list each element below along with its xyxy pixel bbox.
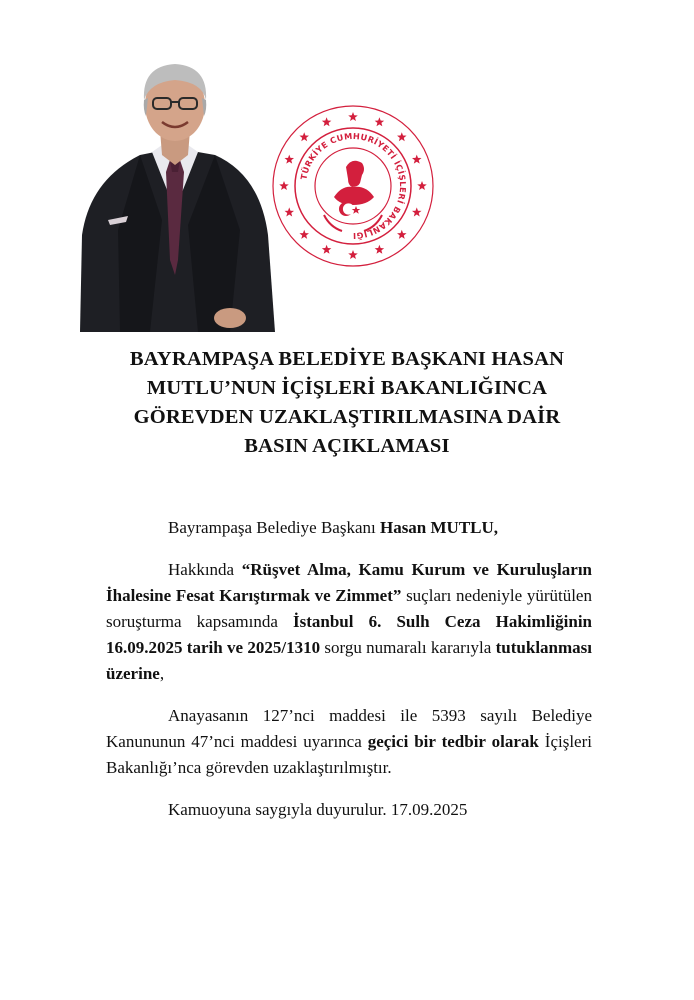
bold-span: geçici bir tedbir olarak [367,732,539,751]
emblem-star-icon [322,245,332,254]
text-span: Anayasanın 127’nci maddesi ile 5393 sayılı Belediye Kanununun 47’nci maddesi uyarınca [106,706,592,751]
ministry-emblem-logo [272,105,434,267]
emblem-star-icon [299,230,309,239]
text-span: İçişleri Bakanlığı’nca görevden uzaklaştırılmıştır. [106,732,592,777]
paragraph-suspension [106,703,592,781]
bold-span: İstanbul 6. Sulh Ceza Hakimliğinin 16.09.2025 tarih ve 2025/1310 [106,612,592,657]
press-release-title [70,345,624,461]
text-span: suçları nedeniyle yürütülen soruşturma kapsamında [106,586,592,631]
mayor-portrait-photo [80,60,275,332]
emblem-star-icon [348,112,358,121]
title-line-2: MUTLU’NUN İÇİŞLERİ BAKANLIĞINCA [146,377,548,399]
text-span: , [159,664,165,683]
text-span: Kamuoyuna saygıyla duyurulur. 17.09.2025 [168,800,468,819]
emblem-star-icon [279,181,289,190]
emblem-star-icon [397,230,407,239]
bold-span: Hasan MUTLU, [379,518,499,537]
bold-span: “Rüşvet Alma, Kamu Kurum ve Kuruluşların İhalesine Fesat Karıştırmak ve Zimmet” [106,560,592,605]
bold-span: tutuklanması üzerine [106,638,593,683]
emblem-star-icon [412,155,422,164]
paragraph-addressee [106,515,592,541]
press-release-body [106,515,592,839]
emblem-star-icon [322,117,332,126]
emblem-star-icon [348,250,358,259]
paragraph-announcement [106,797,592,823]
paragraph-arrest [106,557,592,687]
emblem-star-icon [375,117,385,126]
emblem-star-icon [299,132,309,141]
title-line-3: GÖREVDEN UZAKLAŞTIRILMASINA DAİR [133,406,561,428]
title-line-4: BASIN AÇIKLAMASI [244,435,450,457]
title-line-1: BAYRAMPAŞA BELEDİYE BAŞKANI HASAN [129,348,565,370]
emblem-star-icon [417,181,427,190]
emblem-star-icon [412,207,422,216]
emblem-star-icon [285,207,295,216]
emblem-star-icon [375,245,385,254]
text-span: sorgu numaralı kararıyla [320,638,496,657]
emblem-star-icon [285,155,295,164]
text-span: Hakkında [168,560,242,579]
svg-text:TÜRKİYE CUMHURİYETİ İÇİŞLERİ B: TÜRKİYE CUMHURİYETİ İÇİŞLERİ BAKANLIĞI [298,130,409,242]
text-span: Bayrampaşa Belediye Başkanı [168,518,380,537]
emblem-star-icon [397,132,407,141]
